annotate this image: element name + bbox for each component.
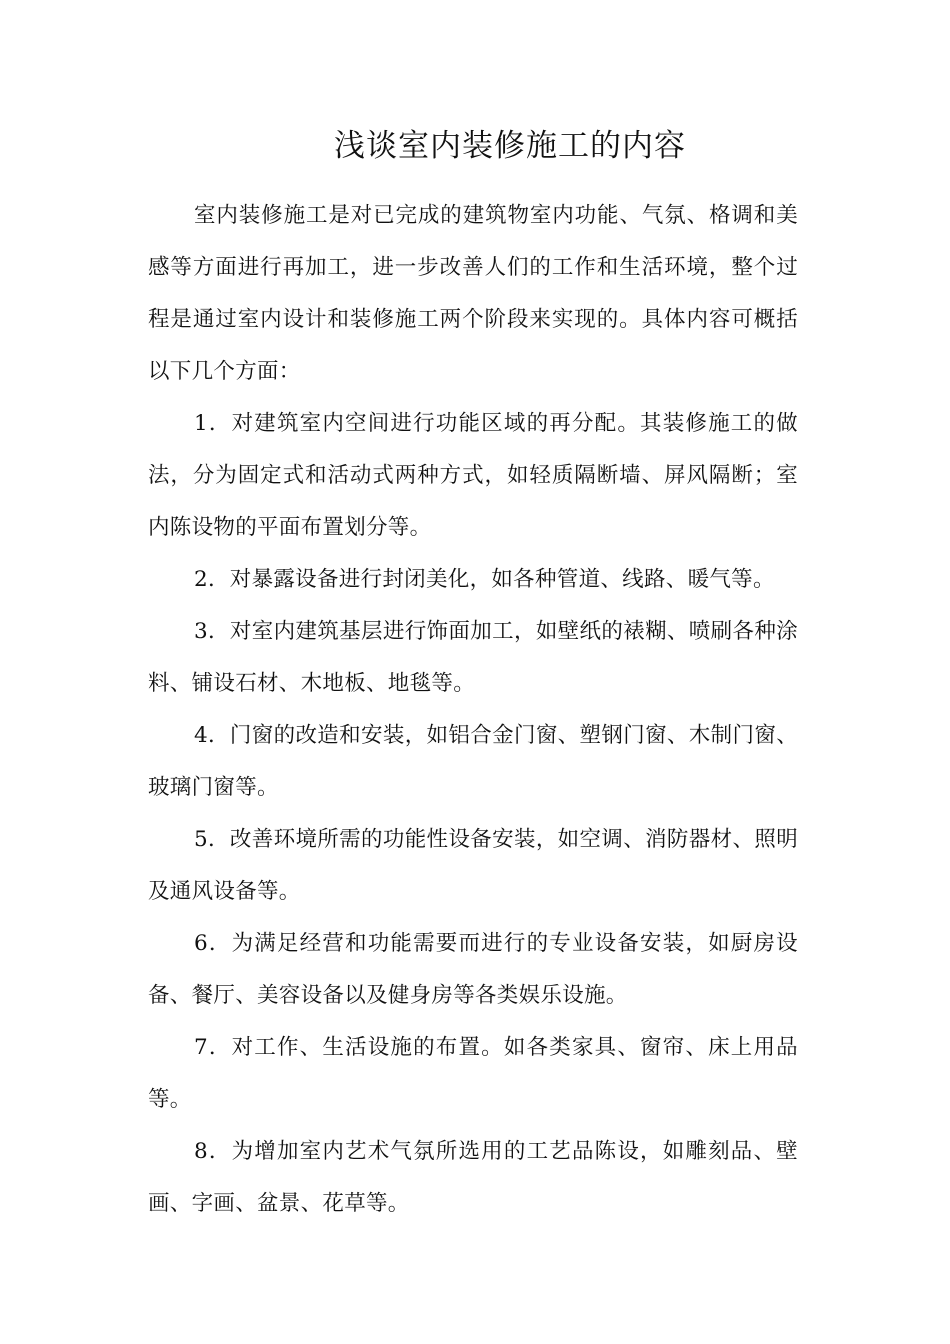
paragraph-item-3: 3．对室内建筑基层进行饰面加工，如壁纸的裱糊、喷刷各种涂料、铺设石材、木地板、地毯等。: [148, 619, 798, 696]
paragraph-item-7: 7．对工作、生活设施的布置。如各类家具、窗帘、床上用品等。: [148, 1035, 798, 1112]
paragraph-item-8: 8．为增加室内艺术气氛所选用的工艺品陈设，如雕刻品、壁画、字画、盆景、花草等。: [148, 1139, 798, 1216]
paragraph-item-6: 6．为满足经营和功能需要而进行的专业设备安装，如厨房设备、餐厅、美容设备以及健身房等各类娱乐设施。: [148, 931, 798, 1008]
paragraph-item-1: 1．对建筑室内空间进行功能区域的再分配。其装修施工的做法，分为固定式和活动式两种方式，如轻质隔断墙、屏风隔断；室内陈设物的平面布置划分等。: [148, 411, 798, 540]
paragraph-item-4: 4．门窗的改造和安装，如铝合金门窗、塑钢门窗、木制门窗、玻璃门窗等。: [148, 723, 798, 800]
paragraph-intro: 室内装修施工是对已完成的建筑物室内功能、气氛、格调和美感等方面进行再加工，进一步改善人们的工作和生活环境，整个过程是通过室内设计和装修施工两个阶段来实现的。具体内容可概括以下几个方面：: [148, 203, 798, 384]
document-title: 浅谈室内装修施工的内容: [334, 128, 686, 164]
document-body: [148, 190, 798, 1230]
paragraph-item-5: 5．改善环境所需的功能性设备安装，如空调、消防器材、照明及通风设备等。: [148, 827, 798, 904]
paragraph-item-2: 2．对暴露设备进行封闭美化，如各种管道、线路、暖气等。: [194, 567, 775, 592]
